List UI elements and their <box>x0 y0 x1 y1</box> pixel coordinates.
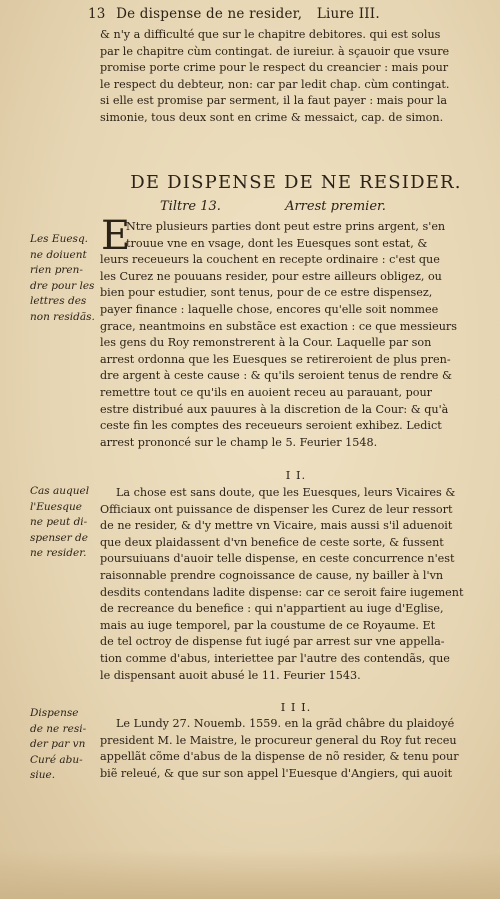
margin-line: Cas auquel <box>30 485 90 497</box>
text-line: tion comme d'abus, interiettee par l'autre des contendãs, que <box>100 651 450 665</box>
title-row <box>160 199 460 214</box>
paragraph-2 <box>100 485 492 684</box>
text-line: Le Lundy 27. Nouemb. 1559. en la grãd châbre du plaidoyé <box>116 717 455 730</box>
text-line: promise porte crime pour le respect du creancier : mais pour <box>100 61 449 75</box>
drop-cap: E <box>101 213 131 259</box>
margin-line: lettres des <box>30 295 87 307</box>
margin-note-1 <box>30 232 100 325</box>
margin-line: dre pour les <box>30 279 95 292</box>
text-line: que deux plaidassent d'vn benefice de ceste sorte, & fussent <box>100 535 444 549</box>
margin-line: l'Euesque <box>30 500 82 513</box>
text-line: Ntre plusieurs parties dont peut estre prins argent, s'en <box>126 220 446 233</box>
text-line: desdits contendans ladite dispense: car ce seroit faire iugement <box>100 585 464 599</box>
text-line: le dispensant auoit abusé le 11. Feurier 1543. <box>100 668 361 682</box>
text-line: raisonnable prendre cognoissance de cause, ny bailler à l'vn <box>100 568 444 582</box>
section-number-2: I I. <box>285 468 307 482</box>
margin-line: Curé abu- <box>30 753 83 766</box>
text-line: trouue vne en vsage, dont les Euesques sont estat, & <box>126 236 428 250</box>
margin-line: spenser de <box>30 531 88 544</box>
margin-line: Les Euesq. <box>30 233 89 245</box>
margin-line: ne doiuent <box>30 248 87 261</box>
text-line: payer finance : laquelle chose, encores qu'elle soit nommee <box>100 302 439 316</box>
section-number-3: I I I. <box>280 700 312 714</box>
text-line: leurs receueurs la couchent en recepte ordinaire : c'est que <box>100 253 440 267</box>
running-header <box>88 6 488 22</box>
margin-note-2 <box>30 484 100 562</box>
text-line: Officiaux ont puissance de dispenser les Curez de leur ressort <box>100 502 453 516</box>
text-line: de ne resider, & d'y mettre vn Vicaire, mais aussi s'il aduenoit <box>100 519 453 533</box>
margin-line: non residãs. <box>30 310 95 323</box>
text-line: de recreance du benefice : qui n'appartient au iuge d'Eglise, <box>100 602 444 616</box>
arrest-label: Arrest premier. <box>285 199 386 214</box>
paragraph-3 <box>100 716 492 782</box>
text-line: ceste fin les comptes des receueurs seroient exhibez. Ledict <box>100 419 442 433</box>
margin-line: de ne resi- <box>30 722 87 735</box>
running-title: De dispense de ne resider, <box>116 6 303 22</box>
text-line: biẽ releué, & que sur son appel l'Euesque d'Angiers, qui auoit <box>100 766 453 780</box>
text-line: arrest ordonna que les Euesques se retireroient de plus pren- <box>100 352 451 366</box>
text-line: La chose est sans doute, que les Euesques, leurs Vicaires & <box>116 486 456 499</box>
margin-line: Dispense <box>30 707 79 719</box>
text-line: les Curez ne pouuans resider, pour estre ailleurs obligez, ou <box>100 269 442 283</box>
margin-line: der par vn <box>30 738 86 750</box>
section-title: DE DISPENSE DE NE RESIDER. <box>130 172 462 193</box>
text-line: mais au iuge temporel, par la coustume de ce Royaume. Et <box>100 618 436 632</box>
text-line: estre distribué aux pauures à la discretion de la Cour: & qu'à <box>100 402 449 416</box>
margin-note-3 <box>30 706 100 784</box>
text-line: le respect du debteur, non: car par ledit chap. cùm contingat. <box>100 77 450 91</box>
page-number: 13 <box>88 6 106 22</box>
text-line: si elle est promise par serment, il la faut payer : mais pour la <box>100 94 448 108</box>
text-line: les gens du Roy remonstrerent à la Cour. Laquelle par son <box>100 336 432 350</box>
page-foot-shading <box>0 850 500 899</box>
text-line: remettre tout ce qu'ils en auoient receu au parauant, pour <box>100 385 433 399</box>
text-line: president M. le Maistre, le procureur general du Roy fut receu <box>100 733 457 747</box>
text-line: poursuiuans d'auoir telle dispense, en ceste concurrence n'est <box>100 552 455 566</box>
text-line: par le chapitre cùm contingat. de iureiur. à sçauoir que vsure <box>100 44 450 58</box>
margin-line: rien pren- <box>30 264 83 276</box>
text-line: grace, neantmoins en substãce est exaction : ce que messieurs <box>100 319 458 333</box>
paragraph-1 <box>100 219 492 451</box>
text-line: arrest prononcé sur le champ le 5. Feurier 1548. <box>100 435 378 449</box>
text-line: simonie, tous deux sont en crime & messaict, cap. de simon. <box>100 110 444 124</box>
titre-label: Tiltre 13. <box>160 199 221 214</box>
text-line: dre argent à ceste cause : & qu'ils seroient tenus de rendre & <box>100 369 452 383</box>
top-paragraph <box>100 27 492 127</box>
text-line: bien pour estudier, sont tenus, pour de ce estre dispensez, <box>100 286 433 300</box>
margin-line: siue. <box>30 769 56 781</box>
book-number: Liure III. <box>316 6 380 22</box>
margin-line: ne resider. <box>30 547 87 559</box>
text-line: appellãt cõme d'abus de la dispense de nõ resider, & tenu pour <box>100 750 459 764</box>
text-line: & n'y a difficulté que sur le chapitre debitores. qui est solus <box>100 28 441 41</box>
text-line: de tel octroy de dispense fut iugé par arrest sur vne appella- <box>100 635 445 649</box>
margin-line: ne peut di- <box>30 516 88 528</box>
